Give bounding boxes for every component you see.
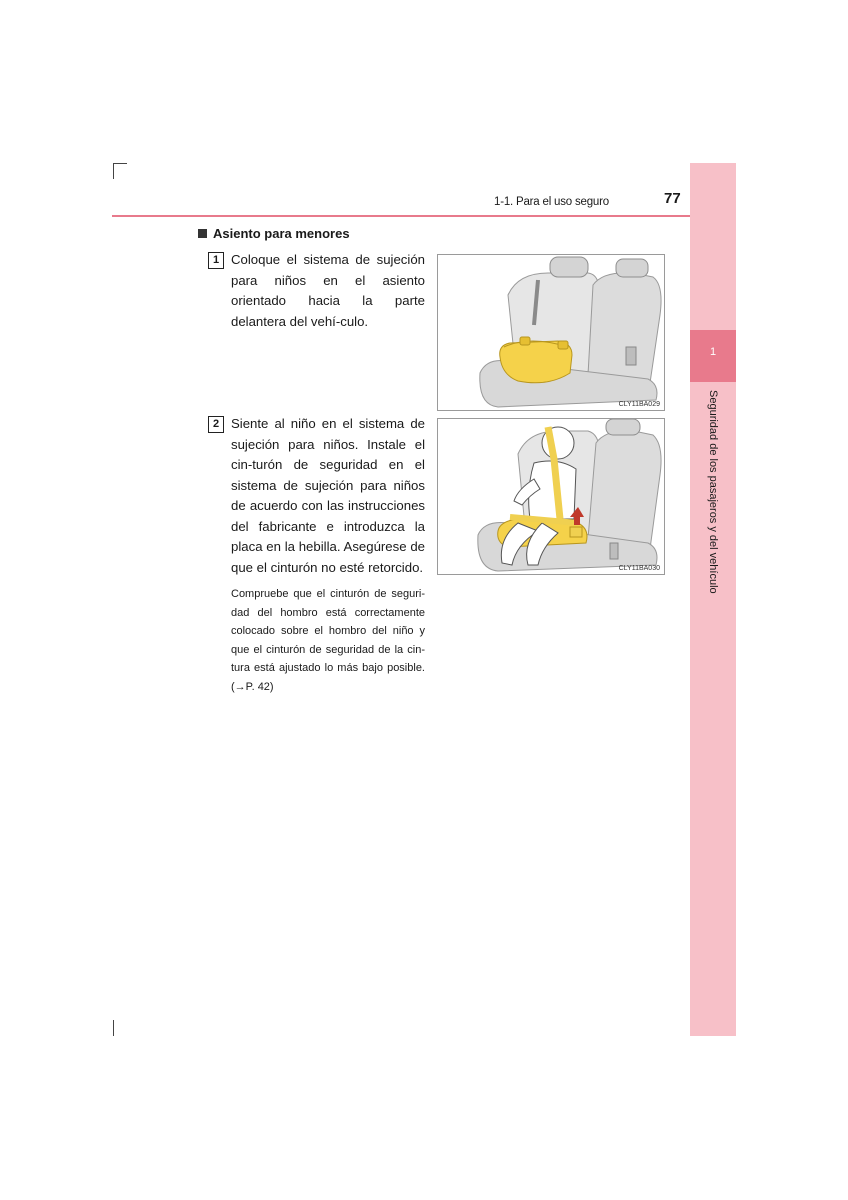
crop-mark-top-left-h <box>113 163 127 164</box>
chapter-tab <box>690 163 736 1036</box>
step-number-1: 1 <box>208 252 224 269</box>
page-number: 77 <box>664 190 681 207</box>
step-text-1: Coloque el sistema de sujeción para niños en el asiento orientado hacia la parte delantera del vehí-culo. <box>231 252 425 329</box>
figure-code-2: CLY11BA030 <box>618 565 660 572</box>
step-text-2: Siente al niño en el sistema de sujeción para niños. Instale el cin-turón de seguridad en el sistema de sujeción para niños de acuerdo con las instrucciones del fabricante e introduzca la placa en la hebilla. Asegúrese de que el cinturón no esté retorcido. <box>231 416 425 575</box>
chapter-number: 1 <box>690 330 736 382</box>
figure-booster-seat <box>437 254 665 411</box>
step-number-2: 2 <box>208 416 224 433</box>
chapter-title: Seguridad de los pasajeros y del vehículo <box>707 390 719 594</box>
booster-seat-illustration <box>438 255 664 410</box>
section-title: 1-1. Para el uso seguro <box>494 196 609 208</box>
child-belted-illustration <box>438 419 664 574</box>
header-rule <box>112 215 736 217</box>
heading-square-icon <box>198 229 207 238</box>
figure-child-belted <box>437 418 665 575</box>
note-text: Compruebe que el cinturón de seguri-dad del hombro está correctamente colocado sobre el hombro del niño y que el cinturón de seguridad de la cin-tura está ajustado lo más bajo posible. (→P. 42) <box>231 588 425 693</box>
heading-text: Asiento para menores <box>213 226 350 241</box>
figure-code-1: CLY11BA029 <box>618 401 660 408</box>
crop-mark-bottom-left-v <box>113 1020 114 1036</box>
crop-mark-top-left-v <box>113 163 114 179</box>
subsection-heading <box>198 226 350 241</box>
